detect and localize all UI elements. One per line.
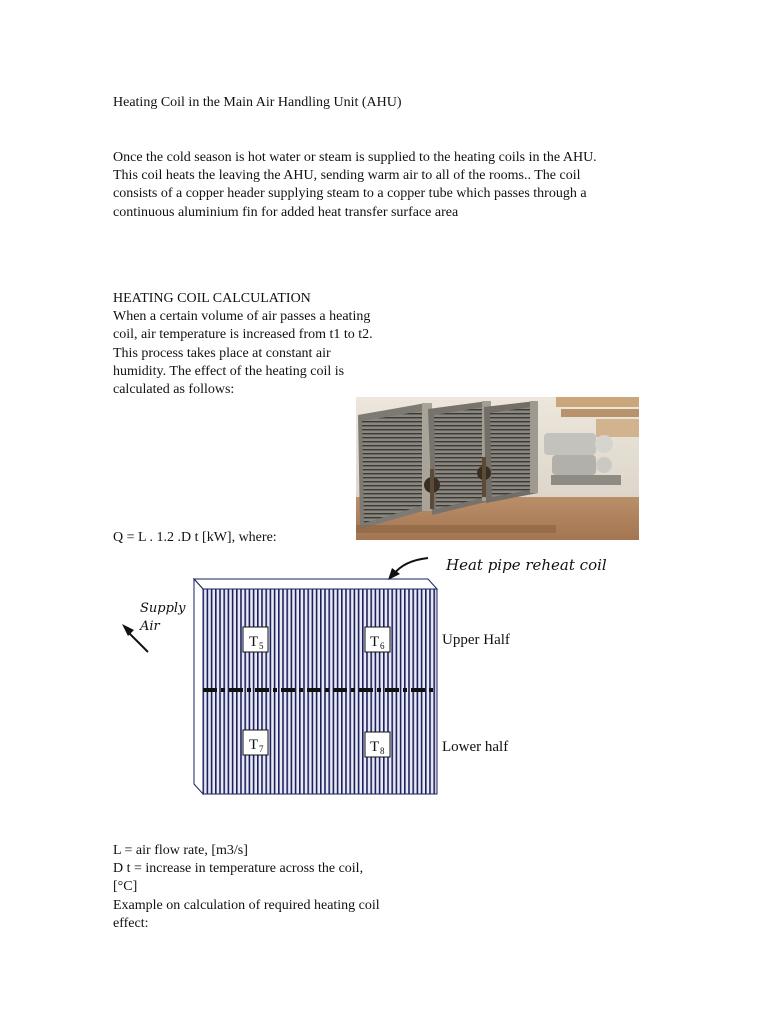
svg-text:6: 6 — [380, 641, 385, 651]
calculation-heading: HEATING COIL CALCULATION — [113, 291, 311, 306]
calculation-line: This process takes place at constant air — [113, 345, 331, 361]
svg-text:T: T — [249, 737, 259, 753]
supply-air-label-1: Supply — [140, 601, 186, 616]
sensor-t8 — [365, 732, 390, 757]
calculation-line: calculated as follows: — [113, 382, 235, 398]
definition-line: D t = increase in temperature across the coil, — [113, 861, 364, 877]
intro-line: continuous aluminium fin for added heat transfer surface area — [113, 204, 459, 220]
definition-line: L = air flow rate, [m3/s] — [113, 843, 248, 858]
lower-half-label: Lower half — [442, 739, 509, 755]
intro-line: consists of a copper header supplying steam to a copper tube which passes through a — [113, 186, 587, 202]
svg-text:T: T — [249, 634, 259, 650]
heating-coil-photo — [356, 397, 639, 540]
upper-half-label: Upper Half — [442, 632, 510, 648]
definition-line: [°C] — [113, 879, 138, 895]
calculation-line: When a certain volume of air passes a heating — [113, 309, 371, 325]
definition-line: effect: — [113, 915, 149, 931]
calculation-line: humidity. The effect of the heating coil is — [113, 363, 345, 379]
intro-paragraph — [113, 149, 597, 222]
formula: Q = L . 1.2 .D t [kW], where: — [113, 530, 277, 545]
svg-text:7: 7 — [259, 744, 264, 754]
svg-text:5: 5 — [259, 641, 264, 651]
supply-air-arrow-icon — [122, 624, 134, 636]
intro-line: This coil heats the leaving the AHU, sending warm air to all of the rooms.. The coil — [113, 168, 581, 184]
definitions — [113, 842, 380, 933]
svg-text:8: 8 — [380, 746, 385, 756]
supply-air-label-2: Air — [140, 619, 160, 634]
reheat-coil-diagram — [110, 550, 630, 800]
document-title: Heating Coil in the Main Air Handling Unit (AHU) — [113, 95, 402, 110]
intro-line: Once the cold season is hot water or steam is supplied to the heating coils in the AHU. — [113, 150, 597, 165]
calculation-line: coil, air temperature is increased from t1 to t2. — [113, 327, 373, 343]
svg-text:T: T — [370, 634, 380, 650]
definition-line: Example on calculation of required heating coil — [113, 897, 380, 913]
diagram-top-label: Heat pipe reheat coil — [446, 556, 607, 574]
svg-text:T: T — [370, 739, 380, 755]
sensor-t7 — [243, 730, 268, 755]
sensor-t6 — [365, 627, 390, 652]
sensor-t5 — [243, 627, 268, 652]
calculation-section — [113, 290, 373, 399]
